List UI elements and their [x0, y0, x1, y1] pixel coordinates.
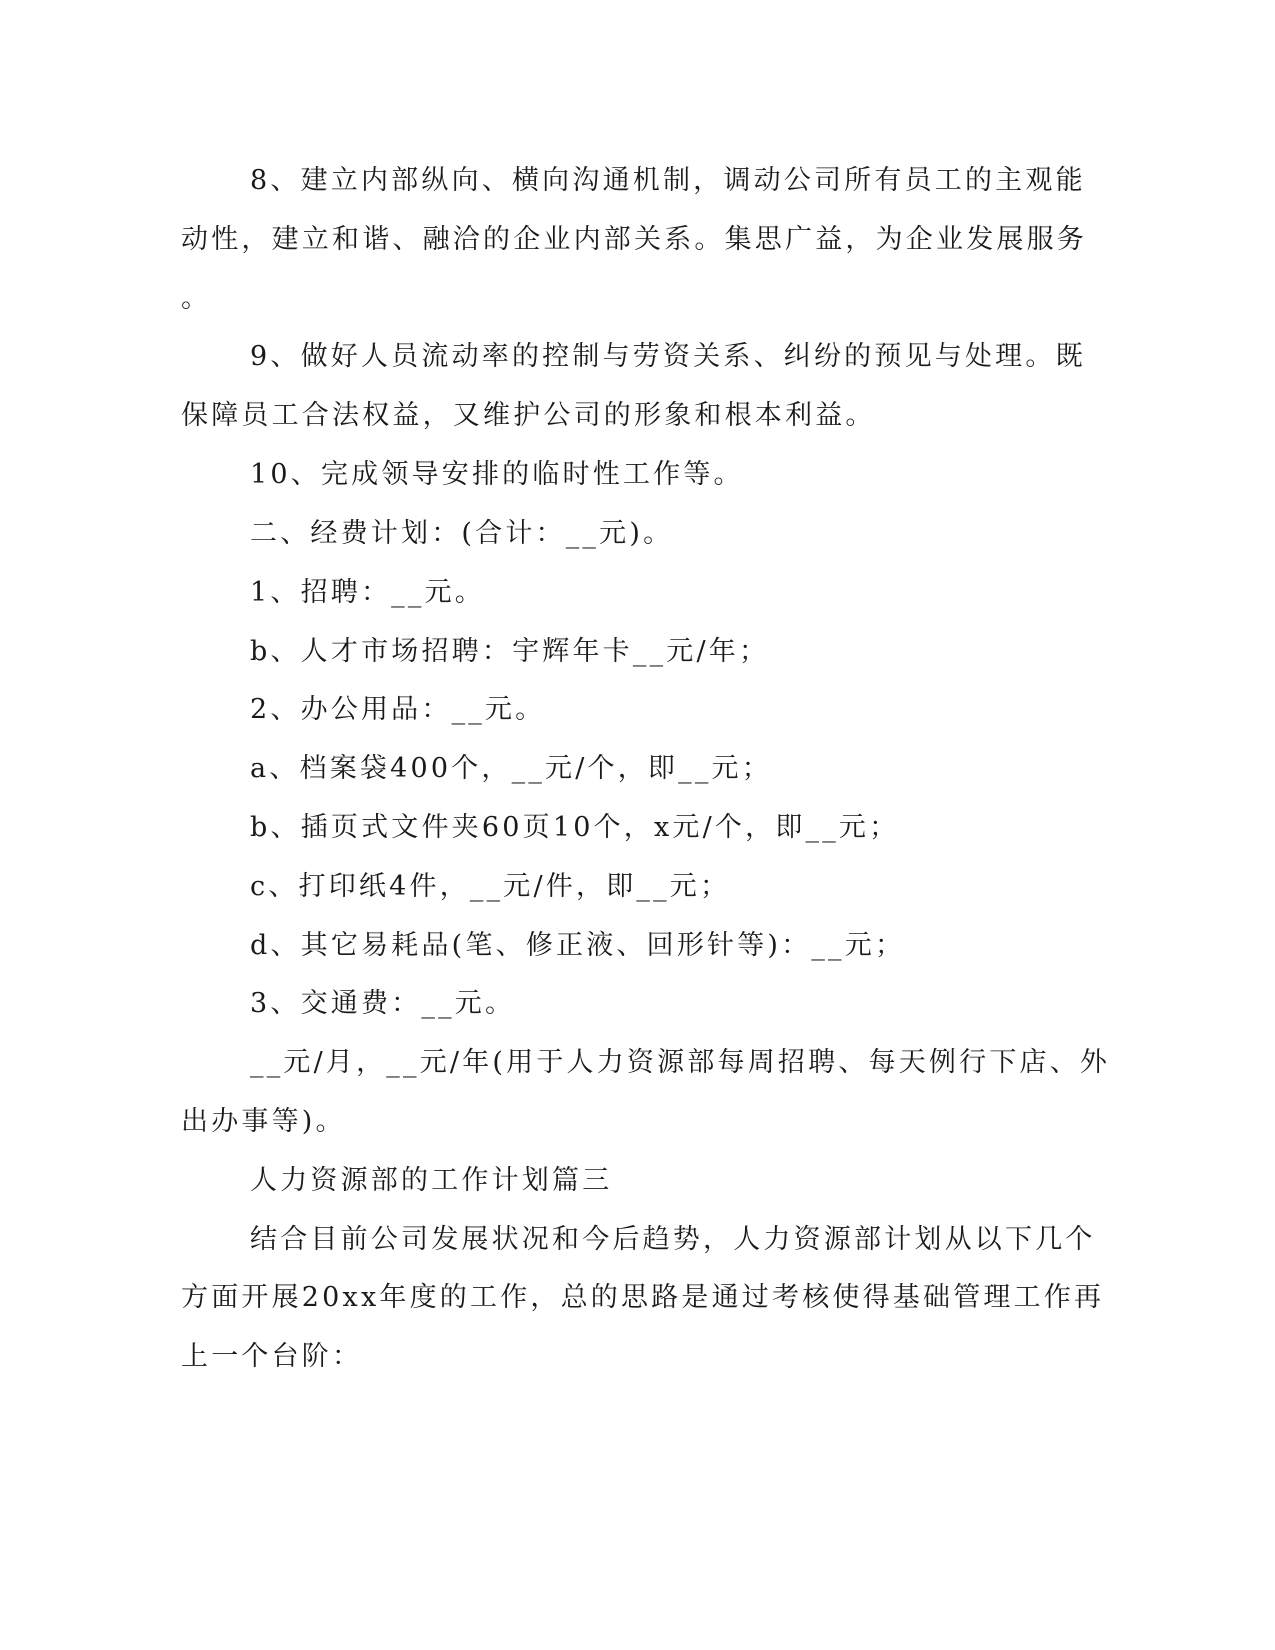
paragraph-line: 结合目前公司发展状况和今后趋势，人力资源部计划从以下几个	[250, 1224, 1096, 1255]
paragraph-line: 出办事等)。	[181, 1106, 346, 1137]
list-item: 3、交通费：__元。	[250, 988, 516, 1019]
paragraph-line: 上一个台阶：	[181, 1341, 363, 1372]
paragraph-line: 。	[181, 283, 212, 314]
paragraph-line: 保障员工合法权益，又维护公司的形象和根本利益。	[181, 400, 876, 431]
list-item: 2、办公用品：__元。	[250, 694, 546, 725]
list-item: d、其它易耗品(笔、修正液、回形针等)：__元；	[250, 930, 906, 961]
list-item: b、人才市场招聘：宇辉年卡__元/年；	[250, 636, 770, 667]
list-item: 1、招聘：__元。	[250, 577, 485, 608]
list-item: c、打印纸4件，__元/件，即__元；	[250, 871, 731, 902]
paragraph-line: 9、做好人员流动率的控制与劳资关系、纠纷的预见与处理。既	[250, 341, 1086, 372]
paragraph-line: 10、完成领导安排的临时性工作等。	[250, 459, 744, 490]
list-item: b、插页式文件夹60页10个，x元/个，即__元；	[250, 812, 900, 843]
paragraph-line: 方面开展20xx年度的工作，总的思路是通过考核使得基础管理工作再	[181, 1282, 1105, 1313]
paragraph-line: __元/月，__元/年(用于人力资源部每周招聘、每天例行下店、外	[250, 1047, 1111, 1078]
paragraph-line: 动性，建立和谐、融洽的企业内部关系。集思广益，为企业发展服务	[181, 224, 1087, 255]
section-title: 人力资源部的工作计划篇三	[250, 1165, 613, 1196]
list-item: a、档案袋400个，__元/个，即__元；	[250, 753, 772, 784]
section-heading: 二、经费计划：(合计：__元)。	[250, 518, 674, 549]
paragraph-line: 8、建立内部纵向、横向沟通机制，调动公司所有员工的主观能	[250, 165, 1086, 196]
